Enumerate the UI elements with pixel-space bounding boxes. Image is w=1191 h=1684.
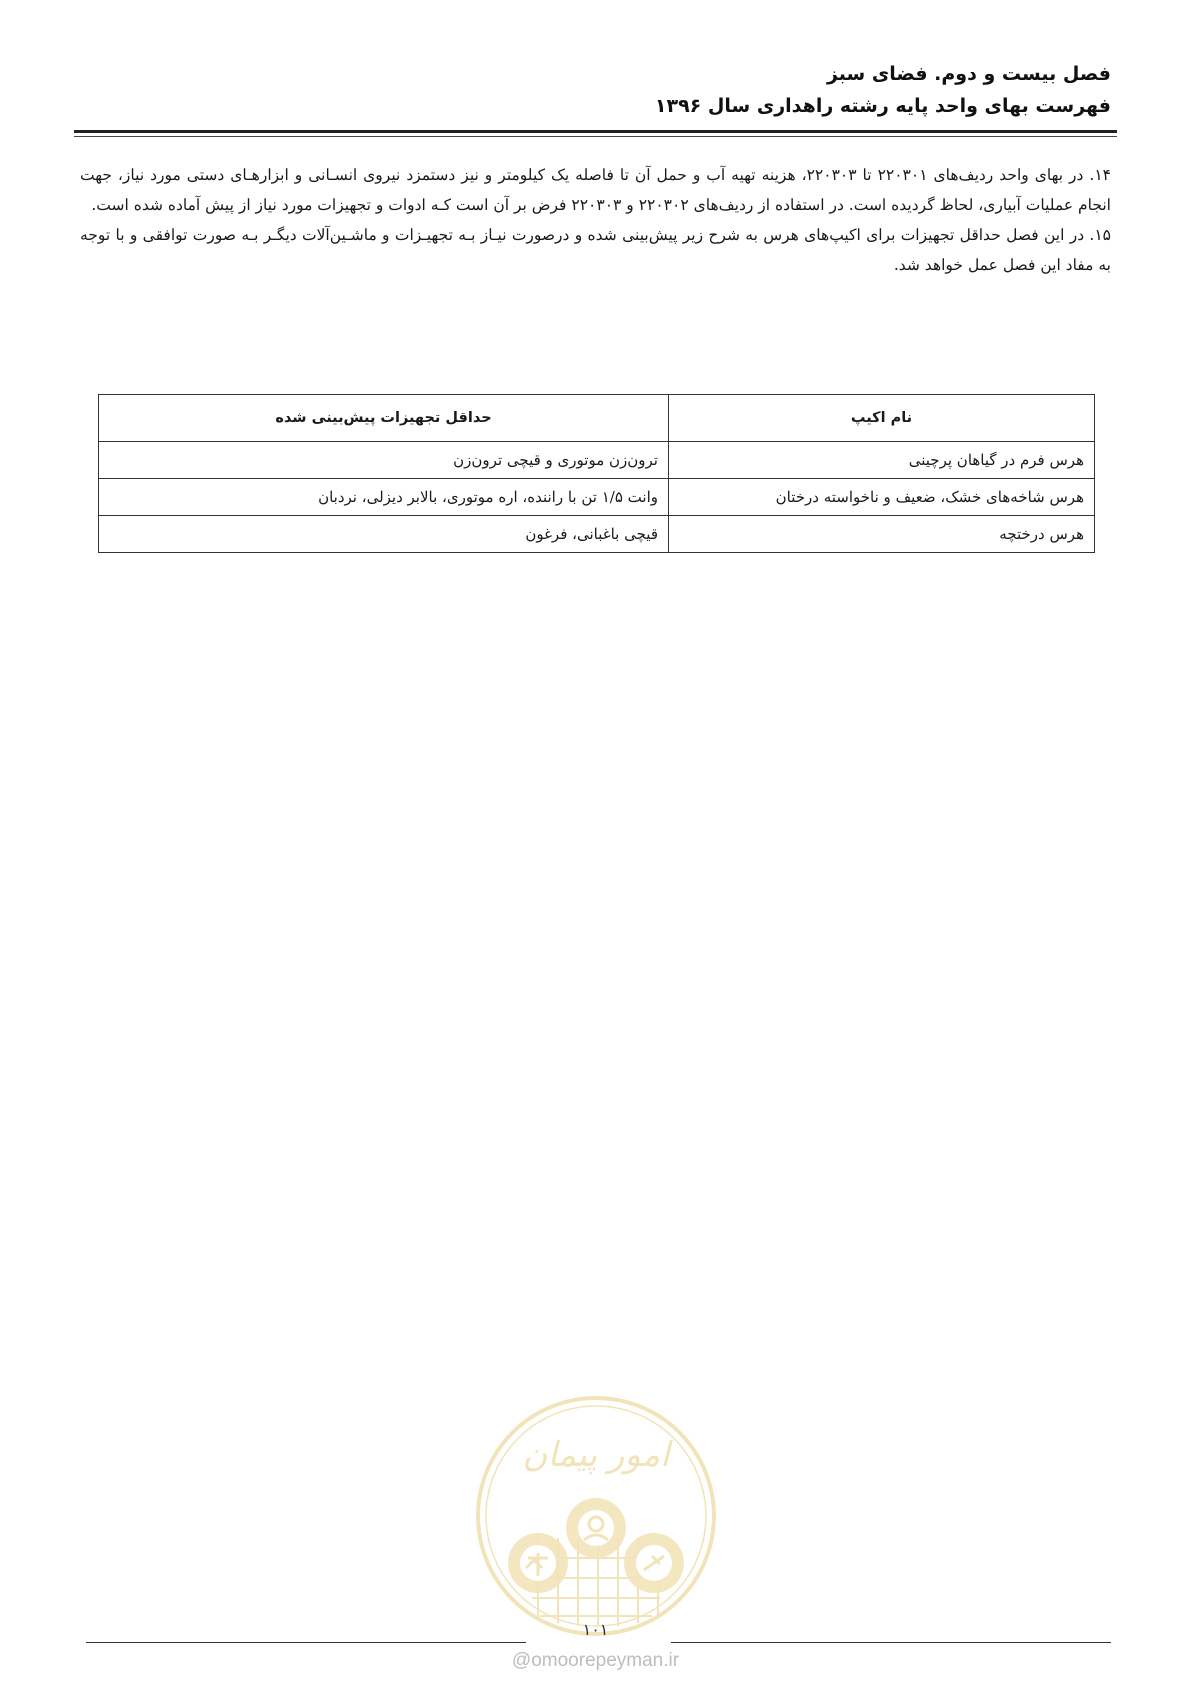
equipment-cell: قیچی باغبانی، فرغون bbox=[99, 516, 669, 553]
paragraph-15: ۱۵. در این فصل حداقل تجهیزات برای اکیپ‌های هرس به شرح زیر پیش‌بینی شده و درصورت نیـاز بـه تجهیـزات و ماشـین‌آلات دیگـر بـه صورت توافقی و با توجه به مفاد این فصل عمل خواهد شد. bbox=[80, 226, 1111, 274]
equipment-cell: ترون‌زن موتوری و قیچی ترون‌زن bbox=[99, 442, 669, 479]
price-list-title: فهرست بهای واحد پایه رشته راهداری سال ۱۳۹۶ bbox=[654, 95, 1111, 117]
page-header bbox=[80, 58, 1111, 122]
equipment-cell: وانت ۱/۵ تن با راننده، اره موتوری، بالابر دیزلی، نردبان bbox=[99, 479, 669, 516]
team-name-cell: هرس شاخه‌های خشک، ضعیف و ناخواسته درختان bbox=[669, 479, 1095, 516]
body-text bbox=[80, 160, 1111, 280]
table-row bbox=[99, 516, 1095, 553]
header-divider-thick bbox=[74, 130, 1117, 133]
watermark-logo bbox=[468, 1388, 724, 1644]
page-number: ۱۰۱ bbox=[582, 1620, 609, 1639]
table-row bbox=[99, 442, 1095, 479]
chapter-title: فصل بیست و دوم. فضای سبز bbox=[826, 63, 1111, 85]
site-credit-watermark: @omoorepeyman.ir bbox=[511, 1650, 680, 1671]
team-name-cell: هرس فرم در گیاهان پرچینی bbox=[669, 442, 1095, 479]
header-team-name: نام اکیپ bbox=[669, 395, 1095, 442]
footer-divider-right bbox=[671, 1642, 1111, 1643]
header-min-equipment: حداقل تجهیزات پیش‌بینی شده bbox=[99, 395, 669, 442]
equipment-table bbox=[98, 394, 1095, 553]
footer-divider-left bbox=[86, 1642, 526, 1643]
table-row bbox=[99, 479, 1095, 516]
paragraph-14: ۱۴. در بهای واحد ردیف‌های ۲۲۰۳۰۱ تا ۲۲۰۳۰۳، هزینه تهیه آب و حمل آن تا فاصله یک کیلومتر و نیز دستمزد نیروی انسـانی و ابزارهـای دستی مورد نیاز، جهت انجام عملیات آبیاری، لحاظ گردیده است. در استفاده از ردیف‌های ۲۲۰۳۰۲ و ۲۲۰۳۰۳ فرض بر آن است کـه ادوات و تجهیزات مورد نیاز از پیش آماده شده است. bbox=[80, 166, 1112, 214]
table-header-row bbox=[99, 395, 1095, 442]
team-name-cell: هرس درختچه bbox=[669, 516, 1095, 553]
watermark-logo-text: امور پیمان bbox=[522, 1435, 670, 1475]
header-divider-thin bbox=[74, 136, 1117, 137]
